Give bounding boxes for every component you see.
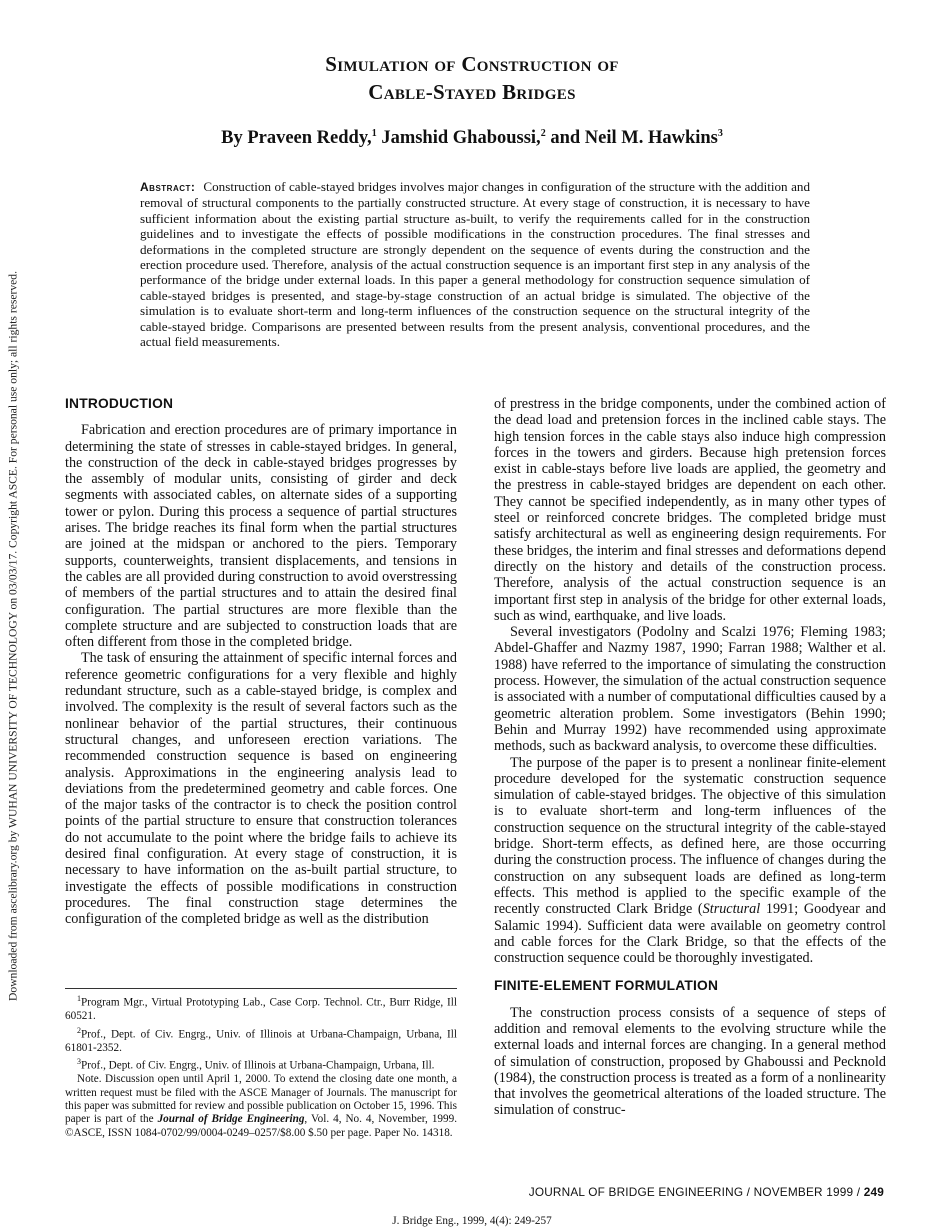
author-2-affil: 2 <box>540 128 546 139</box>
left-column <box>65 396 457 928</box>
footnote-3-marker: 3 <box>77 1057 81 1067</box>
abstract-text: Construction of cable-stayed bridges involves major changes in configuration of the structure with the addition and removal of structural components to the partially constructed structure. At every stage of construction, it is necessary to have sufficient information about the existing partial structure as-built, to verify the requirements called for in the construction guidelines and to investigate the effects of possible modifications in the construction procedures. The final stresses and deformations in the completed structure are strongly dependent on the sequence of events during the construction and the erection procedure used. Therefore, analysis of the actual construction sequence is an important first step in any analysis of the performance of the bridge under external loads. In this paper a general methodology for construction sequence simulation of cable-stayed bridges is presented, and stage-by-stage construction of an actual bridge is simulated. The objective of the simulation is to evaluate short-term and long-term influences of the construction sequence on the structural integrity of the cable-stayed bridge. Comparisons are presented between results from the present analysis, conventional procedures, and the actual field measurements. <box>140 179 810 350</box>
intro-p5-italic: Structural <box>702 901 761 918</box>
citation-line: J. Bridge Eng., 1999, 4(4): 249-257 <box>392 1215 552 1227</box>
footnote-journal-name: Journal of Bridge Engineering <box>157 1113 305 1126</box>
fe-paragraph-1: The construction process consists of a sequence of steps of addition and removal elements to the evolving structure while the external loads and internal forces are changing. In a general method of simulation of construction, proposed by Ghaboussi and Pecknold (1984), the construction process is treated as a form of a nonlinearity that involves the geometrical alterations of the loaded structure. The simulation of construc- <box>494 1004 886 1119</box>
footnote-2-text: Prof., Dept. of Civ. Engrg., Univ. of Illinois at Urbana-Champaign, Urbana, Ill 61801-2352. <box>65 1028 457 1054</box>
footnote-2-marker: 2 <box>77 1025 81 1035</box>
intro-paragraph-1: Fabrication and erection procedures are of primary importance in determining the state of stresses in cable-stayed bridges. In general, the construction of the deck in cable-stayed bridges progresses by the assembly of modular units, consisting of girder and deck segments with associated cables, on alternate sides of a supporting tower or pylon. During this process a sequence of partial structures arises. The bridge reaches its final form when the partial structures are joined at the midspan or anchored to the piers. Temporary supports, counterweights, transient displacements, and tensions in the cables are all provided during construction to avoid overstressing of members of the partial structures and to attain the desired final configuration. The partial structures are more flexible than the complete structure and are subjected to construction loads that are often different from those in the completed bridge. <box>65 422 457 651</box>
paper-title-line2: Cable-Stayed Bridges <box>368 80 576 104</box>
footnotes <box>65 988 457 1140</box>
paper-title <box>0 50 944 106</box>
author-1: By Praveen Reddy, <box>221 128 372 149</box>
author-3: and Neil M. Hawkins <box>550 128 718 149</box>
abstract <box>140 179 810 349</box>
intro-paragraph-3: of prestress in the bridge components, under the combined action of the dead load and pretension forces in the inclined cable stays. The high tension forces in the cable stays also induce high compression forces in the towers and girders. Because high pretension forces exist in cable-stays before live loads are applied, the geometry and the prestress in cable-stayed bridges are dependent on each other. They cannot be specified independently, as in many other types of steel or reinforced concrete bridges. The completed bridge must satisfy architectural as well as engineering design requirements. For these bridges, the interim and final stresses and deformations depend directly on the history and details of the construction process. Therefore, analysis of the actual construction sequence is an important first step in analysis of the bridge for other external loads, such as wind, earthquake, and live loads. <box>494 396 886 624</box>
abstract-label: Abstract: <box>140 180 196 194</box>
footnote-note <box>65 1073 457 1140</box>
footnote-note-part-b: , Vol. 4, No. 4, November, 1999. ©ASCE, ISSN 1084-0702/99/0004-0249–0257/$8.00 $.50 per page. Paper No. 14318. <box>65 1113 458 1139</box>
intro-p5-part-b: 1991; Goodyear and Salamic 1994). Sufficient data were available on geometry control and cable forces for the Clark Bridge, so that the effects of the construction sequence could be thoroughly investigated. <box>494 901 886 967</box>
author-1-affil: 1 <box>371 128 377 139</box>
author-3-affil: 3 <box>717 128 723 139</box>
running-footer <box>529 1185 884 1199</box>
author-line <box>0 128 944 149</box>
footnote-3 <box>65 1055 457 1073</box>
right-column <box>494 396 886 1119</box>
footnote-1-marker: 1 <box>77 994 81 1003</box>
footnote-2 <box>65 1024 457 1056</box>
paper-title-line1: Simulation of Construction of <box>325 52 619 76</box>
intro-p5-part-a: The purpose of the paper is to present a nonlinear finite-element procedure developed for the systematic construction sequence simulation of cable-stayed bridges. The objective of this simulation is to evaluate short-term and long-term influences of the construction sequence on the structural integrity of the cable-stayed bridge. Short-term effects, as defined here, are those occurring during the construction process. The influence of changes during the construction on any subsequent loads are defined as long-term effects. This method is applied to the specific example of the recently constructed Clark Bridge ( <box>494 754 886 918</box>
author-2: Jamshid Ghaboussi, <box>381 128 541 149</box>
page-number: 249 <box>863 1185 884 1199</box>
intro-paragraph-4: Several investigators (Podolny and Scalzi 1976; Fleming 1983; Abdel-Ghaffer and Nazmy 1987, 1990; Farran 1988; Walther et al. 1988) have referred to the importance of simulating the construction process. However, the simulation of the actual construction sequence is associated with a number of computational difficulties caused by a geometric alteration problem. Some investigators (Behin 1990; Behin and Murray 1992) have recommended using approximate methods, such as backward analysis, to overcome these difficulties. <box>494 624 886 755</box>
running-footer-text: JOURNAL OF BRIDGE ENGINEERING / NOVEMBER 1999 / <box>528 1185 864 1199</box>
footnote-1 <box>65 992 457 1024</box>
footnote-1-text: Program Mgr., Virtual Prototyping Lab., Case Corp. Technol. Ctr., Burr Ridge, Ill 60521. <box>65 996 457 1023</box>
intro-paragraph-2: The task of ensuring the attainment of specific internal forces and reference geometric configurations for a very flexible and highly redundant structure, such as a cable-stayed bridge, is complex and involved. The complexity is the result of several factors such as the nonlinear behavior of the partial structures, their continuous structural changes, and unforeseen erection variations. The recommended construction sequence is based on engineering analysis. Approximations in the engineering analysis lead to deviations from the predetermined geometry and cable forces. One of the major tasks of the contractor is to check the position control points of the partial structure to ensure that construction tolerances do not accumulate to the point where the bridge fails to achieve its desired final configuration. At every stage of construction, it is necessary to have information on the as-built partial structure, to investigate the effects of possible modifications in construction procedures. The final construction stage determines the configuration of the completed bridge as well as the distribution <box>65 650 457 928</box>
download-watermark <box>0 0 26 1232</box>
section-heading-finite-element: FINITE-ELEMENT FORMULATION <box>494 978 719 994</box>
intro-paragraph-5 <box>494 755 886 967</box>
footnote-3-text: Prof., Dept. of Civ. Engrg., Univ. of Illinois at Urbana-Champaign, Urbana, Ill. <box>81 1059 435 1072</box>
section-heading-introduction: INTRODUCTION <box>65 396 174 411</box>
footnote-note-part-a: Note. Discussion open until April 1, 2000. To extend the closing date one month, a written request must be filed with the ASCE Manager of Journals. The manuscript for this paper was submitted for review and possible publication on October 15, 1996. This paper is part of the <box>65 1073 457 1126</box>
download-watermark-text: Downloaded from ascelibrary.org by WUHAN UNIVERSITY OF TECHNOLOGY on 03/03/17. Copyright ASCE. For personal use only; all rights reserved. <box>6 271 20 1001</box>
